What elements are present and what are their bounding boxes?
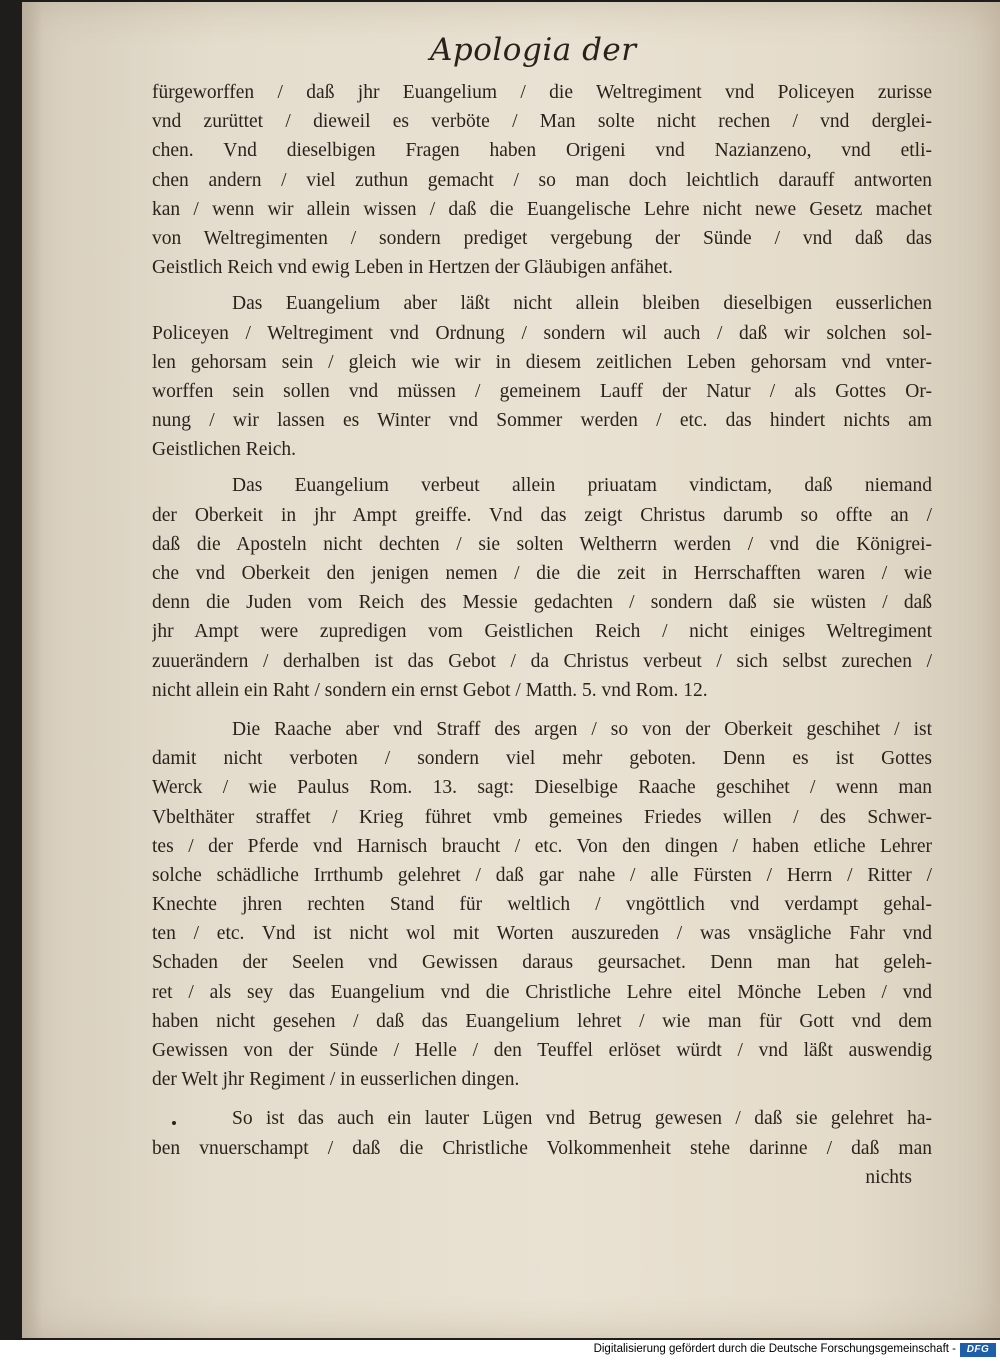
text-line: damit nicht verboten / sondern viel mehr geboten. Denn es ist Gottes <box>152 748 932 770</box>
text-line: Werck / wie Paulus Rom. 13. sagt: Dieselbige Raache geschihet / wenn man <box>152 777 932 799</box>
text-line: worffen sein sollen vnd müssen / gemeinem Lauff der Natur / als Gottes Or- <box>152 380 932 402</box>
text-line: chen. Vnd dieselbigen Fragen haben Origeni vnd Nazianzeno, vnd etli- <box>152 140 932 162</box>
text-line: Vbelthäter straffet / Krieg führet vmb gemeines Friedes willen / des Schwer- <box>152 806 932 828</box>
text-line: solche schädliche Irrthumb gelehret / daß gar nahe / alle Fürsten / Herrn / Ritter / <box>152 864 932 886</box>
text-line: Das Euangelium verbeut allein priuatam vindictam, daß niemand <box>232 475 932 497</box>
text-line: len gehorsam sein / gleich wie wir in diesem zeitlichen Leben gehorsam vnd vnter- <box>152 351 932 373</box>
text-line: Schaden der Seelen vnd Gewissen daraus geursachet. Denn man hat geleh- <box>152 952 932 974</box>
text-line: Gewissen von der Sünde / Helle / den Teuffel erlöset würdt / vnd läßt auswendig <box>152 1040 932 1061</box>
text-line: fürgeworffen / daß jhr Euangelium / die Weltregiment vnd Policeyen zurisse <box>152 82 932 103</box>
text-line: ben vnuerschampt / daß die Christliche Volkommenheit stehe darinne / daß man <box>152 1137 932 1159</box>
text-line: kan / wenn wir allein wissen / daß die Euangelische Lehre nicht newe Gesetz machet <box>152 198 932 220</box>
paragraph-4 <box>152 715 932 1094</box>
paragraph-1 <box>152 78 932 282</box>
text-line: tes / der Pferde vnd Harnisch braucht / etc. Von den dingen / haben etliche Lehrer <box>152 835 932 857</box>
text-line: ret / als sey das Euangelium vnd die Christliche Lehre eitel Mönche Leben / vnd <box>152 981 932 1003</box>
text-line: vnd zurüttet / dieweil es verböte / Man solte nicht rechen / vnd derglei- <box>152 111 932 133</box>
running-head: Apologia der <box>430 32 637 68</box>
text-line: haben nicht gesehen / daß das Euangelium lehret / wie man für Gott vnd dem <box>152 1010 932 1032</box>
paragraph-3 <box>152 471 932 705</box>
text-line: che vnd Oberkeit den jenigen nemen / die die zeit in Herrschafften waren / wie <box>152 563 932 584</box>
dfg-logo-icon: DFG <box>960 1343 996 1357</box>
paragraph-5 <box>152 1104 932 1192</box>
text-line: Geistlichen Reich. <box>152 439 297 461</box>
text-line: denn die Juden vom Reich des Messie gedachten / sondern daß sie wüsten / daß <box>152 592 932 614</box>
text-line: daß die Aposteln nicht dechten / sie solten Weltherrn werden / vnd die Königrei- <box>152 533 932 555</box>
text-line: der Welt jhr Regiment / in eusserlichen dingen. <box>152 1069 520 1091</box>
margin-mark <box>172 1121 176 1125</box>
text-line: Geistlich Reich vnd ewig Leben in Hertzen der Gläubigen anfähet. <box>152 257 673 279</box>
text-line: von Weltregimenten / sondern prediget vergebung der Sünde / vnd daß das <box>152 227 932 249</box>
text-line: Die Raache aber vnd Straff des argen / so von der Oberkeit geschihet / ist <box>232 718 932 740</box>
funding-credit: Digitalisierung gefördert durch die Deutsche Forschungsgemeinschaft - <box>593 1343 956 1355</box>
text-line: der Oberkeit in jhr Ampt greiffe. Vnd das zeigt Christus darumb so offte an / <box>152 504 932 526</box>
page-gutter-shadow <box>22 2 42 1338</box>
body-text <box>152 78 932 1192</box>
text-line: nung / wir lassen es Winter vnd Sommer werden / etc. das hindert nichts am <box>152 410 932 432</box>
catchword: nichts <box>865 1166 912 1188</box>
text-line: nicht allein ein Raht / sondern ein ernst Gebot / Matth. 5. vnd Rom. 12. <box>152 679 708 701</box>
text-line: ten / etc. Vnd ist nicht wol mit Worten auszureden / was vnsägliche Fahr vnd <box>152 923 932 945</box>
text-line: zuuerändern / derhalben ist das Gebot / da Christus verbeut / sich selbst zurechen / <box>152 650 932 672</box>
text-line: jhr Ampt were zupredigen vom Geistlichen Reich / nicht einiges Weltregiment <box>152 621 932 643</box>
paragraph-2 <box>152 289 932 464</box>
text-line: Policeyen / Weltregiment vnd Ordnung / sondern wil auch / daß wir solchen sol- <box>152 322 932 344</box>
text-line: Das Euangelium aber läßt nicht allein bleiben dieselbigen eusserlichen <box>232 293 932 315</box>
text-line: chen andern / viel zuthun gemacht / so man doch leichtlich darauff antworten <box>152 169 932 191</box>
footer-bar <box>0 1340 1000 1361</box>
text-line: So ist das auch ein lauter Lügen vnd Betrug gewesen / daß sie gelehret ha- <box>232 1108 932 1130</box>
text-line: Knechte jhren rechten Stand für weltlich / vngöttlich vnd verdampt gehal- <box>152 894 932 916</box>
